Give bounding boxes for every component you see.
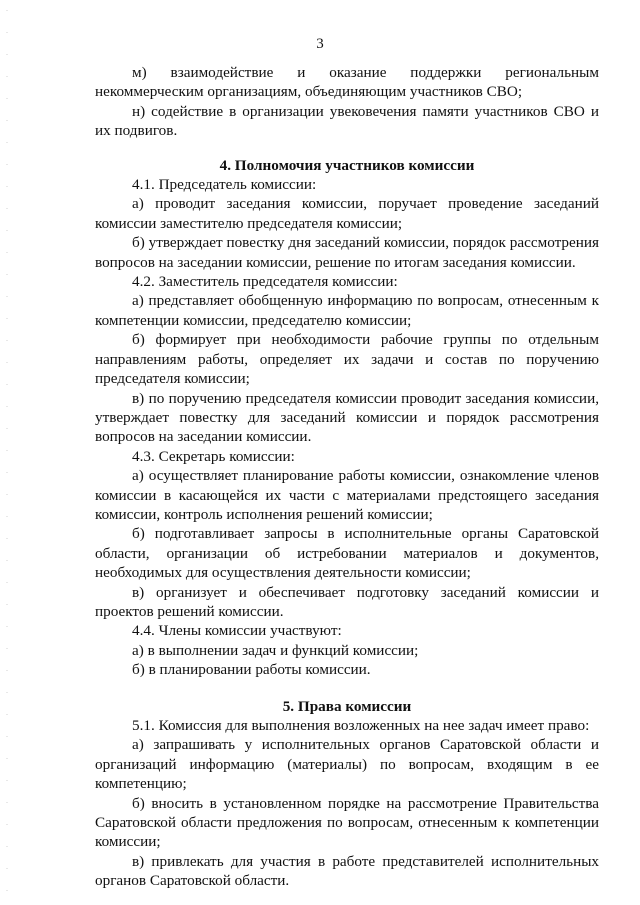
section-4-paragraph: а) проводит заседания комиссии, поручает проведение заседаний комиссии заместителю председателя комиссии; <box>95 195 599 232</box>
section-4-paragraph: а) осуществляет планирование работы комиссии, ознакомление членов комиссии в касающейся их части с материалами предстоящего заседания комиссии, контроль исполнения решений комиссии; <box>95 467 599 523</box>
section-5-paragraph: в) привлекать для участия в работе представителей исполнительных органов Саратовской области. <box>95 852 599 890</box>
section-5-heading: 5. Права комиссии <box>282 697 412 715</box>
section-4-paragraph: в) по поручению председателя комиссии проводит заседания комиссии, утверждает повестку для заседаний комиссии и порядок рассмотрения вопросов на заседании комиссии. <box>95 389 599 446</box>
document-body <box>95 63 599 891</box>
section-4-paragraph: б) подготавливает запросы в исполнительные органы Саратовской области, организации об истребовании материалов и документов, необходимых для осуществления деятельности комиссии; <box>95 525 599 582</box>
section-4-paragraph: 4.2. Заместитель председателя комиссии: <box>132 273 398 291</box>
spacer <box>95 680 599 697</box>
section-4-paragraph: б) формирует при необходимости рабочие группы по отдельным направлениям работы, определяет их задачи и состав по поручению председателя комиссии; <box>95 331 599 388</box>
section-4-paragraph: б) в планировании работы комиссии. <box>132 661 371 679</box>
section-4-paragraph: в) организует и обеспечивает подготовку заседаний комиссии и проектов решений комиссии. <box>95 583 599 620</box>
section-4-paragraph: 4.1. Председатель комиссии: <box>132 176 317 194</box>
section-4-paragraph: а) представляет обобщенную информацию по вопросам, отнесенным к компетенции комиссии, председателю комиссии; <box>95 292 599 329</box>
section-5-paragraph: 5.1. Комиссия для выполнения возложенных на нее задач имеет право: <box>132 717 590 734</box>
section-4-paragraph: а) в выполнении задач и функций комиссии; <box>132 641 419 659</box>
section-5-paragraph: а) запрашивать у исполнительных органов Саратовской области и организаций информацию (материалы) по вопросам, входящим в ее компетенцию; <box>95 736 599 793</box>
section-4-paragraph: б) утверждает повестку дня заседаний комиссии, порядок рассмотрения вопросов на заседании комиссии, решение по итогам заседания комиссии. <box>95 234 599 271</box>
section-5-paragraph: б) вносить в установленном порядке на рассмотрение Правительства Саратовской области предложения по вопросам, отнесенным к компетенции комиссии; <box>95 794 599 851</box>
section-4-heading: 4. Полномочия участников комиссии <box>219 156 475 174</box>
page-number: 3 <box>316 36 324 52</box>
scan-edge-marks <box>6 0 8 905</box>
spacer <box>95 141 599 156</box>
paragraph-n: н) содействие в организации увековечения памяти участников СВО и их подвигов. <box>95 102 599 140</box>
section-4-paragraph: 4.3. Секретарь комиссии: <box>132 447 295 465</box>
section-4-paragraph: 4.4. Члены комиссии участвуют: <box>132 622 342 640</box>
paragraph-m: м) взаимодействие и оказание поддержки региональным некоммерческим организациям, объединяющим участников СВО; <box>95 64 599 101</box>
